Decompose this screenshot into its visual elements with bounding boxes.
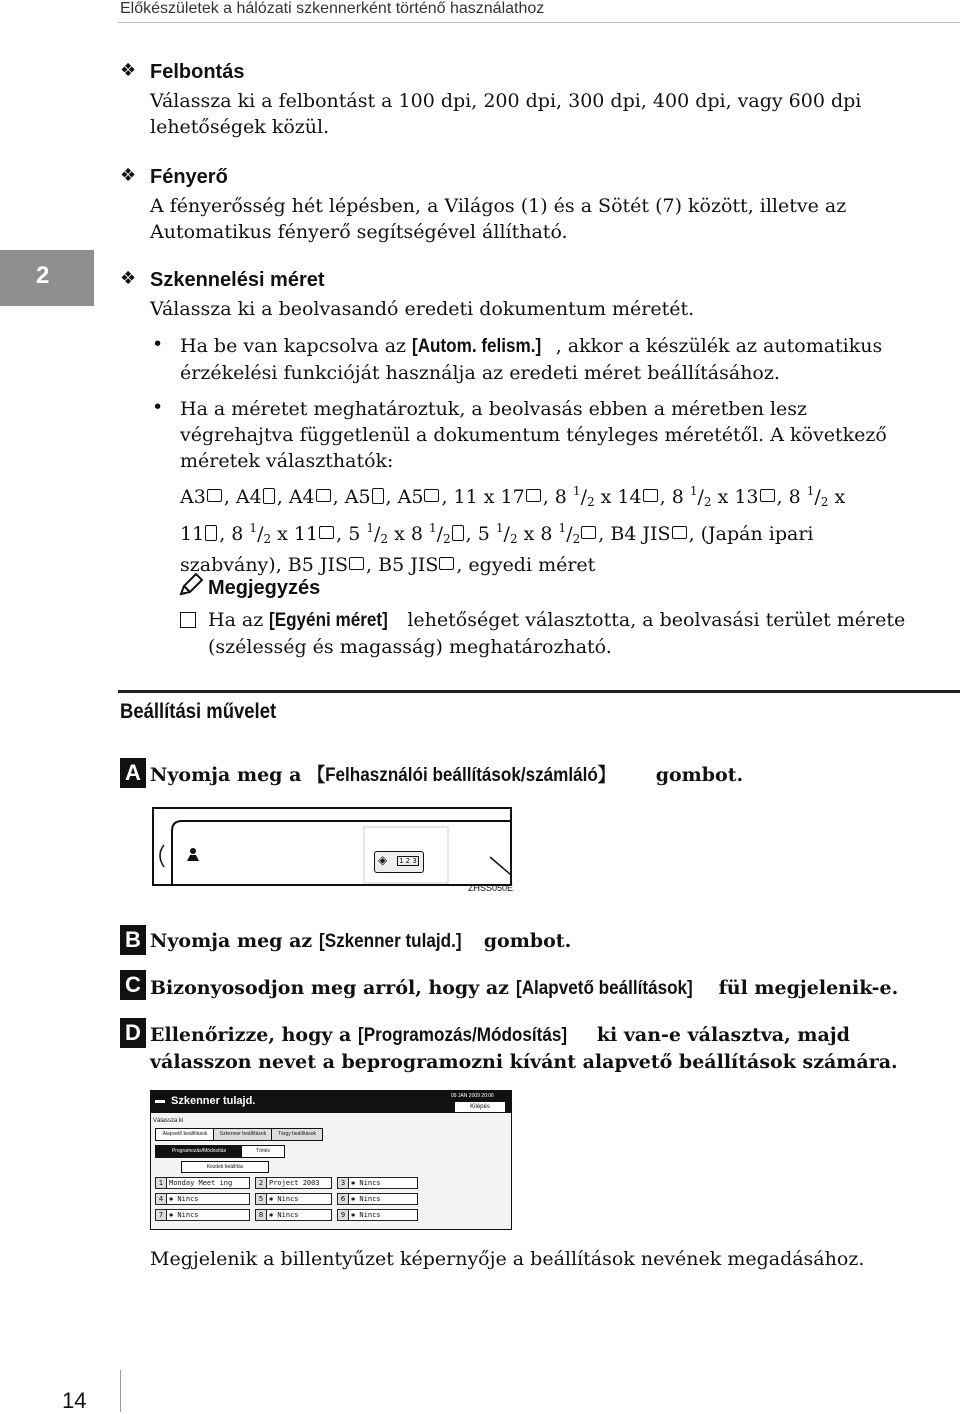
text-span: x xyxy=(277,523,288,545)
result-text: Megjelenik a billentyűzet képernyője a beállítások nevének megadásához. xyxy=(150,1248,865,1270)
text-span: 8 xyxy=(671,486,684,508)
size-8half-x11 xyxy=(231,523,318,545)
slot-cell[interactable]: Project 2003 xyxy=(266,1177,332,1189)
size-list-line-2: 11 , 8 $^1/_2$ x 11 , 5 $^1/_2$ x 8 $^1/_2$ , 5 $^1/_2$ x 8 $^1/_2$ , B4 JIS , (Japán ipari xyxy=(180,521,814,546)
tab-scanner-settings[interactable]: Szkenner beállítások xyxy=(213,1128,273,1141)
landscape-paper-icon xyxy=(424,489,439,502)
section-title-scan-size: Szkennelési méret xyxy=(150,269,325,291)
lcd-date: 09 JAN 2009 20:06 xyxy=(451,1093,494,1099)
size-b5: B5 JIS xyxy=(378,554,439,576)
bullet-dot: • xyxy=(152,396,164,418)
fraction-denominator: 2 xyxy=(443,532,451,546)
text-line: végrehajtva függetlenül a dokumentum tényleges méretétől. A következő xyxy=(180,424,887,446)
fraction-slash: / xyxy=(697,486,704,508)
fraction-slash: / xyxy=(503,523,510,545)
text-span: 8 xyxy=(540,523,553,545)
bullet-dot: • xyxy=(152,333,164,355)
step-2-text xyxy=(150,928,571,955)
landscape-paper-icon xyxy=(643,489,658,502)
step-number-4: D xyxy=(120,1018,146,1048)
text-span: x 14 xyxy=(600,486,642,508)
fraction-slash: / xyxy=(814,486,821,508)
text-span: ki van-e választva, majd xyxy=(590,1024,850,1046)
text-span: Ha az xyxy=(208,609,270,631)
fraction-denominator: 2 xyxy=(509,532,518,546)
note-title: Megjegyzés xyxy=(208,577,321,599)
chapter-number: 2 xyxy=(36,262,50,289)
landscape-paper-icon xyxy=(581,526,596,539)
size-a5: A5 xyxy=(344,486,371,508)
bullet-sizes xyxy=(180,396,960,578)
slot-number: 2 xyxy=(255,1177,267,1189)
key-user-tools: 【Felhasználói beállítások/számláló】 xyxy=(308,765,615,786)
recall-button[interactable]: Kezdeti beállítás xyxy=(181,1161,269,1173)
landscape-paper-icon xyxy=(316,489,331,502)
text-span: 8 xyxy=(231,523,244,545)
text-line: Ha a méretet meghatároztuk, a beolvasás ebben a méretben lesz xyxy=(180,398,808,420)
text-span: x xyxy=(394,523,405,545)
key-program-change: [Programozás/Módosítás] xyxy=(357,1025,568,1046)
portrait-paper-icon xyxy=(372,488,384,504)
exit-button[interactable]: Kilépés xyxy=(454,1101,506,1113)
size-b4: B4 JIS xyxy=(610,523,671,545)
section-title-brightness: Fényerő xyxy=(150,166,228,188)
checkbox-icon xyxy=(180,612,196,628)
size-a3: A3 xyxy=(180,486,206,508)
diamond-bullet-icon: ❖ xyxy=(120,165,137,186)
step-number-1: A xyxy=(120,758,146,788)
size-5half-x8half xyxy=(478,523,580,545)
text-line: lehetőségek közül. xyxy=(150,116,330,138)
landscape-paper-icon xyxy=(319,526,334,539)
text-line: érzékelési funkcióját használja az eredeti méret beállításához. xyxy=(180,362,780,384)
fraction-denominator: 2 xyxy=(703,495,712,509)
text-span: , (Japán ipari xyxy=(688,523,814,545)
portrait-paper-icon xyxy=(205,525,217,541)
fraction-denominator: 2 xyxy=(380,532,389,546)
diamond-bullet-icon: ❖ xyxy=(120,268,137,289)
fraction-numerator: 1 xyxy=(428,521,437,535)
text-span: Nyomja meg a xyxy=(150,764,309,786)
user-tools-counter-key[interactable] xyxy=(374,851,424,873)
landscape-paper-icon xyxy=(760,489,775,502)
size-a5: A5 xyxy=(397,486,424,508)
figure-code: ZHSS050E xyxy=(468,883,514,893)
landscape-paper-icon xyxy=(207,489,222,502)
fraction-slash: / xyxy=(257,523,264,545)
fraction-numerator: 1 xyxy=(495,521,504,535)
text-line: válasszon nevet a beprogramozni kívánt alapvető beállítások számára. xyxy=(150,1051,898,1073)
text-span: Bizonyosodjon meg arról, hogy az xyxy=(150,977,516,999)
step-4-text xyxy=(150,1022,950,1075)
bullet-auto-detect xyxy=(180,333,960,386)
text-span: Ha be van kapcsolva az xyxy=(180,335,413,357)
text-span: x 13 xyxy=(717,486,759,508)
slot-cell[interactable]: ✱ Nincs xyxy=(348,1177,418,1189)
text-line: méretek választhatók: xyxy=(180,450,394,472)
diamond-key-icon: ◈ xyxy=(378,853,388,867)
counter-badge: 1 2 3 xyxy=(399,857,417,865)
size-8half-x13 xyxy=(672,486,759,508)
size-5half-x8half xyxy=(348,523,450,545)
text-span: 8 xyxy=(788,486,801,508)
delete-button[interactable]: Törlés xyxy=(241,1145,285,1158)
size-11x17: 11 x 17 xyxy=(453,486,525,508)
slot-number: 5 xyxy=(255,1193,267,1205)
portrait-paper-icon xyxy=(452,525,464,541)
text-span: 11 xyxy=(293,523,319,545)
section-body-scan-size: Válassza ki a beolvasandó eredeti dokumentum méretét. xyxy=(150,298,695,320)
text-line: (szélesség és magasság) meghatározható. xyxy=(208,636,612,658)
pencil-icon xyxy=(178,572,204,602)
slot-cell[interactable]: ✱ Nincs xyxy=(266,1193,332,1205)
slot-number: 9 xyxy=(337,1209,349,1221)
slot-number: 6 xyxy=(337,1193,349,1205)
fraction-numerator: 1 xyxy=(366,521,374,535)
text-line: Automatikus fényerő segítségével állítható. xyxy=(150,221,568,243)
step-number-2: B xyxy=(120,925,146,955)
fraction-denominator: 2 xyxy=(586,495,595,509)
text-span: fül megjelenik-e. xyxy=(711,977,899,999)
text-span: gombot. xyxy=(477,930,572,952)
fraction-denominator: 2 xyxy=(572,532,581,546)
tab-subject-settings[interactable]: Tárgy beállítások xyxy=(271,1128,323,1141)
portrait-paper-icon xyxy=(263,488,275,504)
fraction-slash: / xyxy=(373,523,381,545)
text-span: , egyedi méret xyxy=(456,554,596,576)
text-span: x xyxy=(523,523,535,545)
fraction-slash: / xyxy=(566,523,573,545)
section-heading: Beállítási művelet xyxy=(120,700,277,723)
fraction-denominator: 2 xyxy=(263,532,272,546)
slot-number: 1 xyxy=(155,1177,167,1189)
page-number-rule xyxy=(120,1370,121,1412)
slot-number: 8 xyxy=(255,1209,267,1221)
text-span: Ellenőrizze, hogy a xyxy=(150,1024,358,1046)
text-span: 5 xyxy=(348,523,361,545)
text-span: szabvány), B5 JIS xyxy=(180,554,349,576)
text-span: lehetőséget választotta, a beolvasási terület mérete xyxy=(401,609,906,631)
section-body-resolution xyxy=(150,88,861,140)
slot-number: 7 xyxy=(155,1209,167,1221)
page-number: 14 xyxy=(62,1388,87,1413)
lcd-menu-icon: ▬ xyxy=(155,1095,165,1106)
key-basic-settings: [Alapvető beállítások] xyxy=(515,978,693,999)
text-span: 8 xyxy=(410,523,423,545)
control-panel-figure xyxy=(150,805,514,897)
slot-cell[interactable]: ✱ Nincs xyxy=(348,1193,418,1205)
lcd-prompt: Válassza ki xyxy=(153,1118,184,1124)
size-list-line-3: szabvány), B5 JIS , B5 JIS , egyedi méret xyxy=(180,554,596,576)
tab-basic-settings[interactable]: Alapvető beállítások xyxy=(155,1128,215,1141)
key-auto-detect: [Autom. felism.] xyxy=(412,336,542,357)
fraction-numerator: 1 xyxy=(249,521,258,535)
fraction-slash: / xyxy=(436,523,444,545)
note-body xyxy=(208,607,960,660)
fraction-numerator: 1 xyxy=(806,484,815,498)
slot-cell[interactable]: ✱ Nincs xyxy=(266,1209,332,1221)
running-header: Előkészületek a hálózati szkennerként történő használathoz xyxy=(120,0,545,17)
size-8half-x xyxy=(789,486,846,508)
section-body-brightness xyxy=(150,193,846,245)
landscape-paper-icon xyxy=(526,489,541,502)
step-3-text xyxy=(150,975,898,1002)
key-scanner-features: [Szkenner tulajd.] xyxy=(318,931,462,952)
landscape-paper-icon xyxy=(439,557,454,570)
text-line: A fényerősség hét lépésben, a Világos (1) és a Sötét (7) között, illetve az xyxy=(150,195,847,217)
slot-cell[interactable]: ✱ Nincs xyxy=(348,1209,418,1221)
key-custom-size: [Egyéni méret] xyxy=(269,610,389,631)
slot-number: 4 xyxy=(155,1193,167,1205)
step-1-text xyxy=(150,762,743,789)
text-span: 11 xyxy=(180,523,205,545)
landscape-paper-icon xyxy=(349,557,364,570)
slot-cell[interactable]: ✱ Nincs xyxy=(166,1193,250,1205)
text-span: 5 xyxy=(477,523,490,545)
size-list-line-1: A3 , A4 , A4 , A5 , A5 , 11 x 17 , 8 $^1/_2$ x 14 , 8 $^1/_2$ x 13 , 8 $^1/_2$ x xyxy=(180,484,846,509)
size-8half-x14 xyxy=(555,486,642,508)
landscape-paper-icon xyxy=(672,526,687,539)
text-span: , akkor a készülék az automatikus xyxy=(555,335,883,357)
text-span: gombot. xyxy=(649,764,744,786)
fraction-numerator: 1 xyxy=(572,484,581,498)
slot-number: 3 xyxy=(337,1177,349,1189)
header-rule xyxy=(118,22,960,23)
slot-cell[interactable]: ✱ Nincs xyxy=(166,1209,250,1221)
text-line: Válassza ki a felbontást a 100 dpi, 200 dpi, 300 dpi, 400 dpi, vagy 600 dpi xyxy=(150,90,862,112)
program-change-button[interactable]: Programozás/Módosítás xyxy=(155,1145,243,1158)
section-title-resolution: Felbontás xyxy=(150,61,245,83)
text-span: 8 xyxy=(554,486,567,508)
size-a4: A4 xyxy=(288,486,315,508)
size-a4: A4 xyxy=(235,486,262,508)
section-rule xyxy=(118,690,960,693)
fraction-numerator: 1 xyxy=(558,521,567,535)
diamond-bullet-icon: ❖ xyxy=(120,60,137,81)
fraction-numerator: 1 xyxy=(689,484,698,498)
text-span: x xyxy=(834,486,846,508)
lcd-title: Szkenner tulajd. xyxy=(171,1095,256,1107)
text-span: Nyomja meg az xyxy=(150,930,319,952)
fraction-slash: / xyxy=(580,486,587,508)
fraction-denominator: 2 xyxy=(820,495,829,509)
step-number-3: C xyxy=(120,970,146,1000)
slot-cell[interactable]: Monday Meet ing xyxy=(166,1177,250,1189)
lcd-screen-figure xyxy=(150,1090,512,1230)
